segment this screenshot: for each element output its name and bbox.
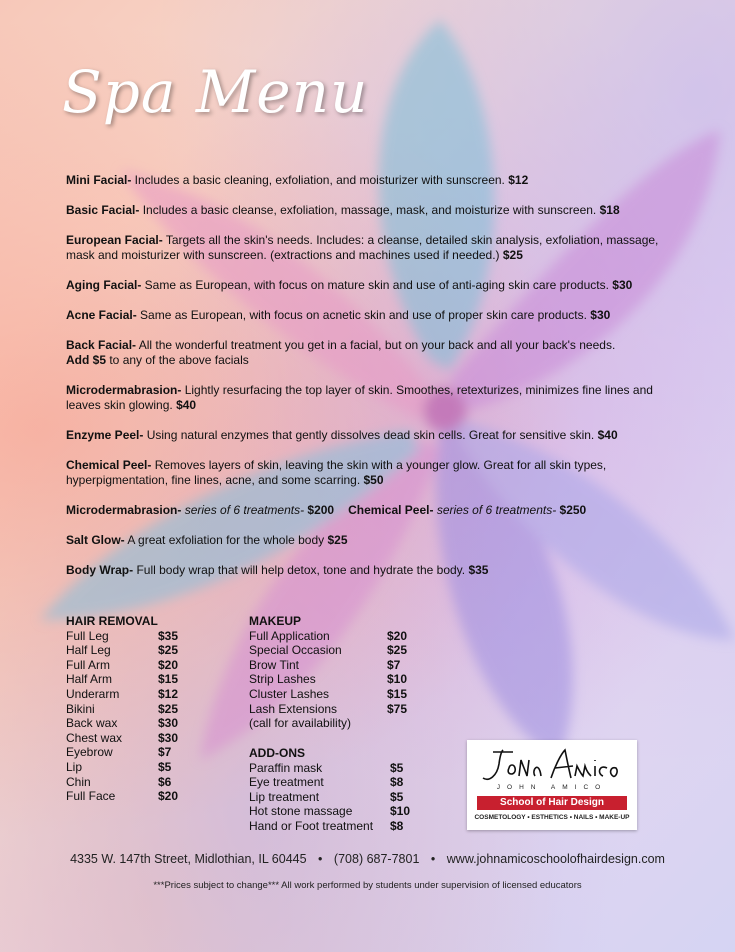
- service-basic-facial: Basic Facial- Includes a basic cleanse, exfoliation, massage, mask, and moisturize with sunscreen. $18: [66, 203, 620, 217]
- list-item: Special Occasion $25: [249, 643, 408, 658]
- service-acne-facial: Acne Facial- Same as European, with focus on acnetic skin and use of proper skin care products. $30: [66, 308, 611, 322]
- service-chemical-peel: Chemical Peel- Removes layers of skin, leaving the skin with a younger glow. Great for all skin types, hyperpigmentation, fine lines, acne, and some scarring. $50: [66, 458, 607, 487]
- school-logo: [467, 740, 637, 830]
- footer-address: 4335 W. 147th Street, Midlothian, IL 60445: [70, 852, 307, 866]
- list-item: Hot stone massage $10: [249, 804, 411, 819]
- list-item: Full Application $20: [249, 628, 408, 643]
- page-title: Spa Menu: [62, 58, 369, 126]
- list-item: Eye treatment $8: [249, 775, 404, 790]
- list-item: Full Arm $20: [66, 657, 179, 672]
- list-item: Lash Extensions $75: [249, 701, 408, 716]
- list-item: Chest wax $30: [66, 730, 179, 745]
- service-aging-facial: Aging Facial- Same as European, with focus on mature skin and use of anti-aging skin care products. $30: [66, 278, 633, 292]
- list-item: Lip $5: [66, 759, 172, 774]
- disclaimer: ***Prices subject to change*** All work performed by students under supervision of licensed educators: [153, 880, 582, 891]
- list-item: Half Leg $25: [66, 643, 179, 658]
- services-list: [66, 173, 676, 578]
- list-item: Back wax $30: [66, 716, 179, 731]
- logo-name-letters: JOHN AMICO: [496, 784, 608, 791]
- list-item: Chin $6: [66, 774, 172, 789]
- list-item: Paraffin mask $5: [249, 760, 404, 775]
- footer-website: www.johnamicoschoolofhairdesign.com: [446, 852, 665, 866]
- service-series-packages: Microdermabrasion- series of 6 treatments- $200 Chemical Peel- series of 6 treatments- $250: [66, 503, 587, 517]
- list-item: Eyebrow $7: [66, 745, 172, 760]
- list-item: Brow Tint $7: [249, 657, 401, 672]
- list-item: Hand or Foot treatment $8: [249, 818, 404, 833]
- list-item: Lip treatment $5: [249, 789, 404, 804]
- list-item: Strip Lashes $10: [249, 672, 408, 687]
- hair-removal-heading: HAIR REMOVAL: [66, 614, 158, 628]
- list-item: Full Face $20: [66, 789, 179, 804]
- footer-phone: (708) 687-7801: [333, 852, 420, 866]
- list-item: Cluster Lashes $15: [249, 686, 408, 701]
- logo-tagline: COSMETOLOGY • ESTHETICS • NAILS • MAKE-UP: [474, 814, 630, 821]
- hair-removal-section: [66, 614, 178, 804]
- addons-heading: ADD-ONS: [249, 746, 305, 760]
- list-item: Full Leg $35: [66, 628, 179, 643]
- service-microdermabrasion: Microdermabrasion- Lightly resurfacing the top layer of skin. Smoothes, retexturizes, minimizes fine lines and leaves skin glowing. $40: [66, 383, 653, 412]
- footer-separator: •: [430, 852, 436, 866]
- service-back-facial: Back Facial- All the wonderful treatment you get in a facial, but on your back and all your back's needs. Add $5 to any of the above facials: [66, 338, 616, 367]
- makeup-heading: MAKEUP: [249, 614, 302, 628]
- makeup-section: [249, 614, 407, 731]
- footer-contact: [0, 852, 735, 866]
- service-mini-facial: Mini Facial- Includes a basic cleaning, exfoliation, and moisturizer with sunscreen. $12: [66, 173, 529, 187]
- list-item: Underarm $12: [66, 686, 179, 701]
- logo-school-name: School of Hair Design: [477, 796, 627, 810]
- list-item: Bikini $25: [66, 701, 179, 716]
- service-body-wrap: Body Wrap- Full body wrap that will help detox, tone and hydrate the body. $35: [66, 563, 489, 577]
- service-european-facial: European Facial- Targets all the skin's needs. Includes: a cleanse, detailed skin analysis, exfoliation, massage, mask and moisturizer with sunscreen. (extractions and machines used if needed.) $25: [66, 233, 659, 262]
- addons-section: [249, 746, 410, 834]
- list-item: Half Arm $15: [66, 672, 179, 687]
- signature-logo-icon: [479, 746, 625, 786]
- service-salt-glow: Salt Glow- A great exfoliation for the whole body $25: [66, 533, 348, 547]
- service-enzyme-peel: Enzyme Peel- Using natural enzymes that gently dissolves dead skin cells. Great for sensitive skin. $40: [66, 428, 618, 442]
- footer-separator: •: [318, 852, 323, 866]
- makeup-note: (call for availability): [249, 716, 352, 731]
